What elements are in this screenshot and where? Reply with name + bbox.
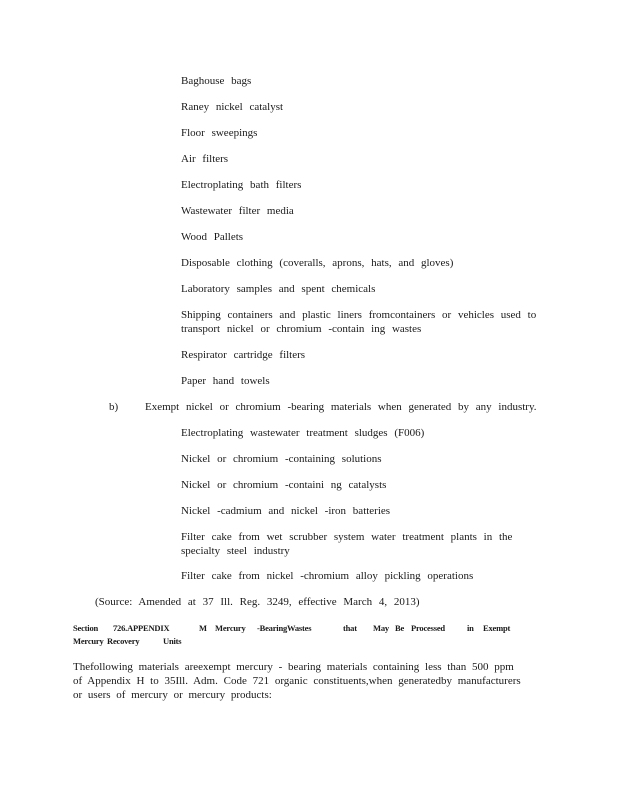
list-item-raney-nickel: Raney nickel catalyst bbox=[181, 101, 284, 113]
heading-appendix-number: 726.APPENDIX bbox=[113, 623, 170, 633]
list-item-air-filters: Air filters bbox=[181, 153, 229, 165]
heading-exempt: Exempt bbox=[483, 623, 511, 633]
list-item-baghouse-bags: Baghouse bags bbox=[181, 75, 252, 87]
subsection-b-text: Exempt nickel or chromium -bearing materials when generated by any industry. bbox=[145, 401, 537, 413]
subsection-b-label: b) bbox=[109, 401, 119, 413]
list-item-nickel-chromium-catalysts: Nickel or chromium -containi ng catalysts bbox=[181, 479, 387, 491]
heading-section-word: Section bbox=[73, 623, 99, 633]
list-item-electroplating-bath-filters: Electroplating bath filters bbox=[181, 179, 302, 191]
heading-be: Be bbox=[395, 623, 405, 633]
heading-appendix-letter: M bbox=[199, 623, 207, 633]
heading-processed: Processed bbox=[411, 623, 445, 633]
section-heading-line-1 bbox=[73, 622, 543, 635]
list-item-nickel-chromium-solutions: Nickel or chromium -containing solutions bbox=[181, 453, 382, 465]
heading-bearing-wastes: -BearingWastes bbox=[257, 623, 312, 633]
heading-in: in bbox=[467, 623, 474, 633]
heading-mercury: Mercury bbox=[215, 623, 246, 633]
list-item-floor-sweepings: Floor sweepings bbox=[181, 127, 258, 139]
heading-may: May bbox=[373, 623, 389, 633]
section-heading-line-2 bbox=[73, 635, 543, 648]
heading-that: that bbox=[343, 623, 357, 633]
heading-units: Units bbox=[163, 636, 182, 646]
section-heading bbox=[73, 622, 543, 648]
list-item-electroplating-sludges: Electroplating wastewater treatment sludges (F006) bbox=[181, 427, 425, 439]
list-item-batteries: Nickel -cadmium and nickel -iron batteries bbox=[181, 505, 391, 517]
list-item-shipping-containers: Shipping containers and plastic liners fromcontainers or vehicles used to transport nickel or chromium -contain ing wastes bbox=[181, 309, 537, 335]
heading-recovery: Recovery bbox=[107, 636, 140, 646]
list-item-filter-cake-pickling: Filter cake from nickel -chromium alloy pickling operations bbox=[181, 570, 474, 582]
list-item-wastewater-filter-media: Wastewater filter media bbox=[181, 205, 294, 217]
list-item-filter-cake-scrubber: Filter cake from wet scrubber system water treatment plants in the specialty steel industry bbox=[181, 531, 513, 557]
list-item-laboratory-samples: Laboratory samples and spent chemicals bbox=[181, 283, 376, 295]
source-note: (Source: Amended at 37 Ill. Reg. 3249, effective March 4, 2013) bbox=[95, 596, 420, 608]
body-paragraph: Thefollowing materials areexempt mercury - bearing materials containing less than 500 ppm of Appendix H to 35Ill. Adm. Code 721 organic constituents,when generatedby manufacturers or users of mercury or mercury products: bbox=[73, 661, 521, 701]
heading-mercury-2: Mercury bbox=[73, 636, 104, 646]
list-item-wood-pallets: Wood Pallets bbox=[181, 231, 244, 243]
list-item-disposable-clothing: Disposable clothing (coveralls, aprons, hats, and gloves) bbox=[181, 257, 454, 269]
list-item-paper-towels: Paper hand towels bbox=[181, 375, 270, 387]
list-item-respirator-filters: Respirator cartridge filters bbox=[181, 349, 306, 361]
